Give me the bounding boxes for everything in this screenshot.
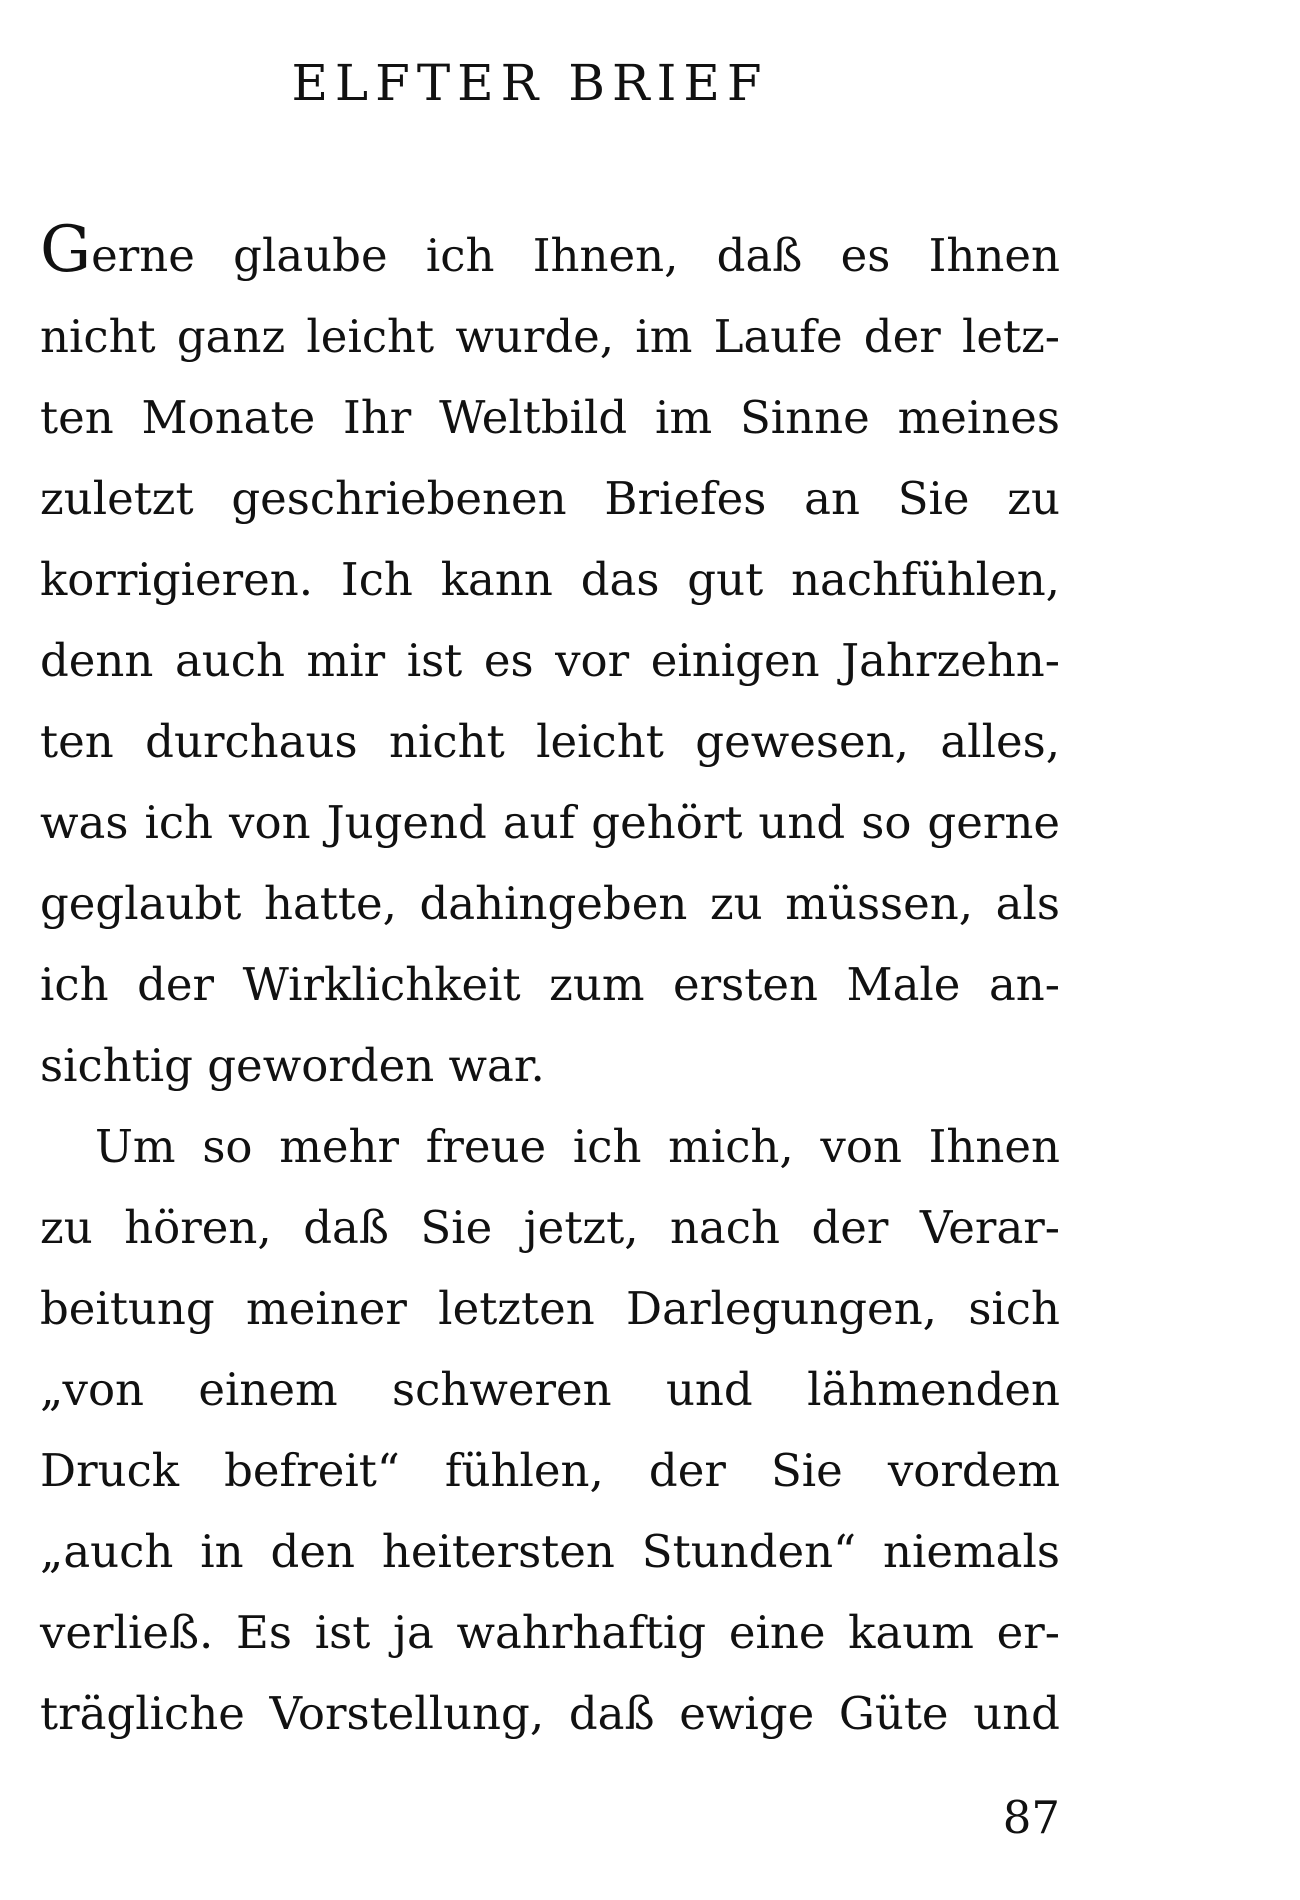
text-line: ich der Wirklichkeit zum ersten Male an- — [40, 958, 1060, 1011]
text-line: „von einem schweren und lähmenden — [40, 1363, 1060, 1416]
text-line: denn auch mir ist es vor einigen Jahrzehn- — [40, 634, 1060, 687]
text-line: Druck befreit“ fühlen, der Sie vordem — [40, 1444, 1060, 1497]
text-line: beitung meiner letzten Darlegungen, sich — [40, 1282, 1060, 1335]
text-line: Gerne glaube ich Ihnen, daß es Ihnen — [40, 213, 1060, 287]
text-line: sichtig geworden war. — [40, 1039, 545, 1092]
body-text — [40, 215, 1060, 1754]
text-line: zu hören, daß Sie jetzt, nach der Verar- — [40, 1201, 1060, 1254]
text-line: korrigieren. Ich kann das gut nachfühlen, — [40, 553, 1060, 606]
text-line: ten durchaus nicht leicht gewesen, alles, — [40, 715, 1060, 768]
text-line: geglaubt hatte, dahingeben zu müssen, als — [40, 877, 1060, 930]
text-line: „auch in den heitersten Stunden“ niemals — [40, 1525, 1060, 1578]
text-line: Um so mehr freue ich mich, von Ihnen — [95, 1120, 1060, 1173]
text-line: was ich von Jugend auf gehört und so gerne — [40, 796, 1060, 849]
initial-letter: G — [40, 213, 92, 287]
page-number: 87 — [1002, 1791, 1060, 1844]
text-line: trägliche Vorstellung, daß ewige Güte und — [40, 1687, 1060, 1740]
text-line: zuletzt geschriebenen Briefes an Sie zu — [40, 472, 1060, 525]
text-line: nicht ganz leicht wurde, im Laufe der letz- — [40, 310, 1060, 363]
text-line: verließ. Es ist ja wahrhaftig eine kaum er- — [40, 1606, 1060, 1659]
chapter-title: ELFTER BRIEF — [291, 54, 769, 112]
text-line: ten Monate Ihr Weltbild im Sinne meines — [40, 391, 1060, 444]
